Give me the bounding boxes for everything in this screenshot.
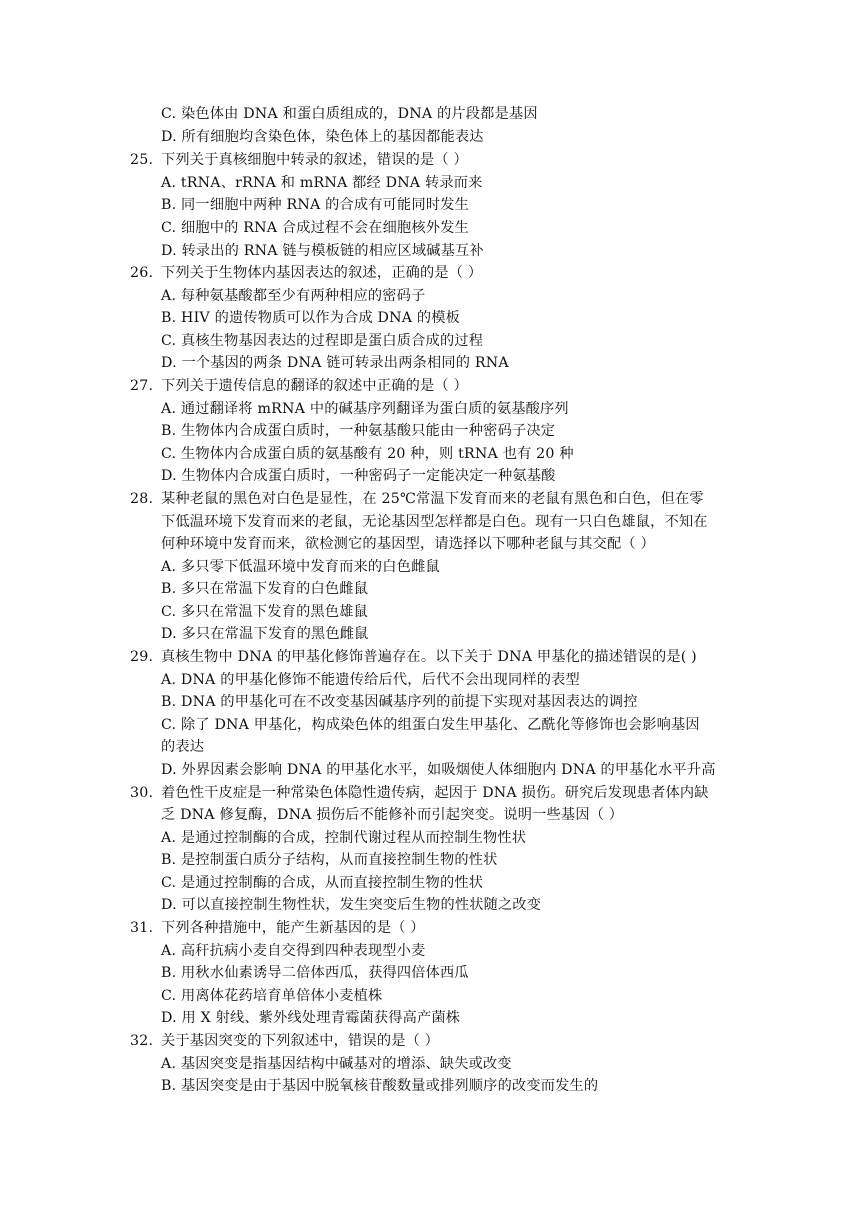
- q27-option-a: A. 通过翻译将 mRNA 中的碱基序列翻译为蛋白质的氨基酸序列: [161, 401, 569, 417]
- q30-stem-line2: 乏 DNA 修复酶，DNA 损伤后不能修补而引起突变。说明一些基因（ ）: [161, 807, 624, 823]
- q28-number: 28.: [130, 491, 154, 507]
- q29-option-c: C. 除了 DNA 甲基化，构成染色体的组蛋白发生甲基化、乙酰化等修饰也会影响基因: [161, 717, 700, 733]
- q24-option-c: C. 染色体由 DNA 和蛋白质组成的，DNA 的片段都是基因: [161, 106, 538, 122]
- q26-option-b: B. HIV 的遗传物质可以作为合成 DNA 的模板: [161, 310, 461, 326]
- q30-option-d: D. 可以直接控制生物性状，发生突变后生物的性状随之改变: [161, 897, 542, 913]
- q27-option-d: D. 生物体内合成蛋白质时，一种密码子一定能决定一种氨基酸: [161, 468, 556, 484]
- q29-option-a: A. DNA 的甲基化修饰不能遗传给后代，后代不会出现同样的表型: [161, 672, 580, 688]
- q26-option-a: A. 每种氨基酸都至少有两种相应的密码子: [161, 288, 426, 304]
- q32-stem: 关于基因突变的下列叙述中，错误的是（ ）: [161, 1033, 440, 1049]
- q31-option-c: C. 用离体花药培育单倍体小麦植株: [161, 988, 383, 1004]
- q25-option-c: C. 细胞中的 RNA 合成过程不会在细胞核外发生: [161, 220, 469, 236]
- q30-stem-line1: 着色性干皮症是一种常染色体隐性遗传病，起因于 DNA 损伤。研究后发现患者体内缺: [161, 785, 709, 801]
- q29-number: 29.: [130, 649, 154, 665]
- q30-option-c: C. 是通过控制酶的合成，从而直接控制生物的性状: [161, 875, 484, 891]
- q26-option-d: D. 一个基因的两条 DNA 链可转录出两条相同的 RNA: [161, 355, 509, 371]
- q32-number: 32.: [130, 1033, 154, 1049]
- q29-option-c-cont: 的表达: [161, 739, 205, 755]
- q26-stem: 下列关于生物体内基因表达的叙述，正确的是（ ）: [161, 265, 483, 281]
- q31-option-a: A. 高秆抗病小麦自交得到四种表现型小麦: [161, 943, 426, 959]
- q27-option-c: C. 生物体内合成蛋白质的氨基酸有 20 种，则 tRNA 也有 20 种: [161, 446, 574, 462]
- q28-option-c: C. 多只在常温下发育的黑色雄鼠: [161, 604, 369, 620]
- q25-number: 25.: [130, 152, 154, 168]
- q32-option-a: A. 基因突变是指基因结构中碱基对的增添、缺失或改变: [161, 1056, 512, 1072]
- q25-option-d: D. 转录出的 RNA 链与模板链的相应区域碱基互补: [161, 243, 484, 259]
- q31-number: 31.: [130, 920, 154, 936]
- q28-stem-line3: 何种环境中发育而来，欲检测它的基因型，请选择以下哪种老鼠与其交配（ ）: [161, 536, 655, 552]
- q28-option-b: B. 多只在常温下发育的白色雌鼠: [161, 581, 369, 597]
- q28-option-a: A. 多只零下低温环境中发育而来的白色雌鼠: [161, 559, 440, 575]
- q30-option-a: A. 是通过控制酶的合成，控制代谢过程从而控制生物性状: [161, 830, 527, 846]
- q27-option-b: B. 生物体内合成蛋白质时，一种氨基酸只能由一种密码子决定: [161, 423, 556, 439]
- q25-option-b: B. 同一细胞中两种 RNA 的合成有可能同时发生: [161, 197, 469, 213]
- q25-stem: 下列关于真核细胞中转录的叙述，错误的是（ ）: [161, 152, 468, 168]
- q27-stem: 下列关于遗传信息的翻译的叙述中正确的是（ ）: [161, 378, 468, 394]
- q28-stem-line1: 某种老鼠的黑色对白色是显性，在 25℃常温下发育而来的老鼠有黑色和白色，但在零: [161, 491, 704, 507]
- q32-option-b: B. 基因突变是由于基因中脱氧核苷酸数量或排列顺序的改变而发生的: [161, 1078, 599, 1094]
- q27-number: 27.: [130, 378, 154, 394]
- q31-option-b: B. 用秋水仙素诱导二倍体西瓜，获得四倍体西瓜: [161, 965, 469, 981]
- q31-option-d: D. 用 X 射线、紫外线处理青霉菌获得高产菌株: [161, 1010, 461, 1026]
- q28-stem-line2: 下低温环境下发育而来的老鼠，无论基因型怎样都是白色。现有一只白色雄鼠，不知在: [161, 514, 708, 530]
- q24-option-d: D. 所有细胞均含染色体，染色体上的基因都能表达: [161, 129, 484, 145]
- q26-option-c: C. 真核生物基因表达的过程即是蛋白质合成的过程: [161, 333, 484, 349]
- q29-option-b: B. DNA 的甲基化可在不改变基因碱基序列的前提下实现对基因表达的调控: [161, 694, 638, 710]
- q31-stem: 下列各种措施中，能产生新基因的是（ ）: [161, 920, 425, 936]
- q26-number: 26.: [130, 265, 154, 281]
- q29-stem: 真核生物中 DNA 的甲基化修饰普遍存在。以下关于 DNA 甲基化的描述错误的是( ): [161, 649, 697, 665]
- q29-option-d: D. 外界因素会影响 DNA 的甲基化水平，如吸烟使人体细胞内 DNA 的甲基化水平升高: [161, 762, 716, 778]
- q30-option-b: B. 是控制蛋白质分子结构，从而直接控制生物的性状: [161, 852, 498, 868]
- q28-option-d: D. 多只在常温下发育的黑色雌鼠: [161, 626, 369, 642]
- q25-option-a: A. tRNA、rRNA 和 mRNA 都经 DNA 转录而来: [161, 175, 483, 191]
- q30-number: 30.: [130, 785, 154, 801]
